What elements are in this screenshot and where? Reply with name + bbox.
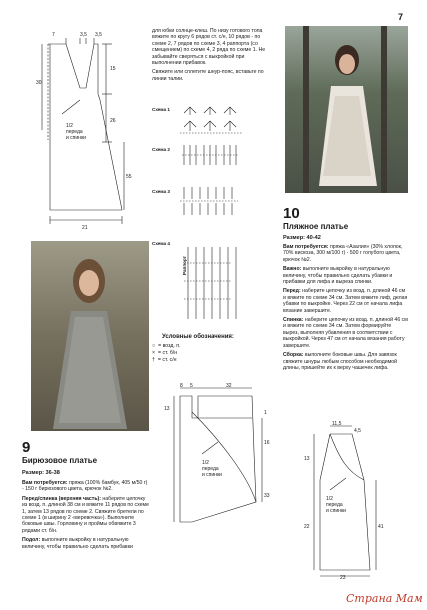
pattern-label-2: переда (202, 466, 219, 472)
legend-text: = ст. с/н (157, 357, 177, 363)
dress10-size: Размер: 40-42 (283, 235, 321, 241)
dim-7: 7 (52, 32, 55, 38)
pattern-label-2: переда (326, 502, 343, 508)
legend-symbol: × (152, 350, 156, 356)
photo-beach-dress-figure (285, 26, 408, 193)
scheme-3-label: Схема 3 (152, 189, 170, 194)
dress9-paragraph (22, 496, 150, 534)
dim-13b: 13 (304, 456, 310, 462)
dress9-body: выполните выкройку в натуральную величину, чтобы правильно сделать прибавки (22, 537, 133, 550)
beach-dress-pattern (300, 420, 410, 580)
dim-41: 41 (378, 524, 384, 530)
dress10-body: выполните боковые швы. Для завязок свяжите шнуры любым способом необходимой длины, пришейте их к верху чашечек лифа. (283, 352, 398, 371)
dress9-paragraph (22, 480, 150, 493)
pattern-label-3: и спинки (326, 508, 346, 514)
pattern-label-1: 1/2 (326, 496, 333, 502)
page-number: 7 (398, 12, 404, 22)
dim-30: 30 (36, 80, 42, 86)
dress9-lead: Подол: (22, 537, 41, 544)
dress10-paragraph (283, 317, 408, 349)
scheme-2-label: Схема 2 (152, 147, 170, 152)
schemes (152, 105, 262, 330)
pattern-label-2: переда (66, 129, 83, 135)
scheme-1-label: Схема 1 (152, 107, 170, 112)
legend-text: = ст. б/н (158, 350, 178, 356)
scheme-1-diagram (180, 105, 250, 137)
photo-turquoise-dress-figure (31, 241, 149, 431)
dress9-pattern (36, 30, 148, 230)
dim-16: 16 (264, 440, 270, 446)
dress9-lead: Вам потребуется: (22, 480, 68, 486)
dress10-section (283, 206, 408, 374)
dim-1: 1 (264, 410, 267, 416)
dress9-body: пряжа (100% бамбук, 405 м/50 г) - 150 г бирюзового цвета, крючок №2. (22, 480, 148, 493)
dress10-body: наберите цепочку из возд. п. длиной 46 см и вяжите по схеме 34 см. Затем вяжите лиф, делая убавки по выкройке. Через 22 см от начала лифа вязание завершите. (283, 288, 408, 314)
dim-21: 21 (82, 225, 88, 230)
dress10-body: наберите цепочку из возд. п. длиной 46 см и вяжите по схеме 34 см. Затем формируйте вырез, выполняя убавления в соответствии с выкройкой. Через 47 см от начала вязания работу завершите. (283, 317, 408, 349)
top-paragraph: Свяжите или сплетите шнур-пояс, вставьте по линии талии. (152, 69, 264, 82)
dress10-paragraph (283, 244, 408, 263)
dress10-body: пряжа «Азалия» (30% хлопок, 70% вискоза, 300 м/100 г) - 500 г голубого цвета, крючок №2. (283, 244, 403, 263)
dress9-size: Размер: 36-38 (22, 470, 60, 476)
legend-item (152, 357, 262, 364)
legend-title: Условные обозначения: (162, 334, 234, 340)
rapport-label: Раппорт (182, 256, 187, 275)
legend-symbol: † (152, 357, 155, 363)
scheme-4-label: Схема 4 (152, 241, 170, 246)
dim-8: 8 (180, 383, 183, 389)
dim-4-5: 4,5 (354, 428, 361, 434)
photo-turquoise-dress (31, 241, 149, 431)
legend (152, 334, 262, 364)
skirt-pattern (152, 382, 280, 532)
dim-26: 26 (110, 118, 116, 124)
dress9-number: 9 (22, 439, 31, 456)
pattern-label-1: 1/2 (66, 123, 73, 129)
dress10-body: выполните выкройку в натуральную величину, чтобы правильно сделать убавки и прибавки для лифа и выреза спинки. (283, 266, 393, 286)
dress10-number: 10 (283, 205, 300, 222)
dim-32: 32 (226, 383, 232, 389)
pattern-label-1: 1/2 (202, 460, 209, 466)
scheme-4-diagram (180, 243, 260, 323)
watermark: Страна Мам (346, 592, 423, 605)
legend-item (152, 350, 262, 357)
dim-13: 13 (164, 406, 170, 412)
dress10-lead: Перед: (283, 288, 301, 295)
top-paragraph: для юбки солнце-клеш. По низу готового топа вяжите по кругу 6 рядов ст. с/н, 10 рядов - по схеме 2, 7 рядов по схеме 3, 4 раппорта (со смещением) по схеме 4, 2 ряда по схеме 1. Не забывайте сверяться с выкройкой при выполнении прибавок. (152, 28, 266, 67)
pattern-label-3: и спинки (202, 472, 222, 478)
dim-3-5: 3,5 (80, 32, 87, 38)
dress10-lead: Сборка: (283, 352, 304, 359)
dress10-paragraph (283, 288, 408, 314)
dress9-lead: Перед/спинка (верхняя часть): (22, 495, 101, 502)
scheme-2-diagram (180, 143, 250, 169)
legend-text: = возд. п. (158, 343, 181, 349)
dress10-lead: Вам потребуется: (283, 244, 329, 250)
dress9-section (22, 440, 150, 553)
dress9-paragraph (22, 537, 150, 550)
scheme-3-diagram (180, 185, 250, 217)
dim-33: 33 (264, 493, 270, 499)
dress10-paragraph (283, 266, 408, 285)
photo-beach-dress (285, 26, 408, 193)
dim-3-5b: 3,5 (95, 32, 102, 38)
dress10-paragraph (283, 352, 408, 371)
dim-15: 15 (110, 66, 116, 72)
dim-23: 23 (340, 575, 346, 580)
dress9-body: наберите цепочку из возд. п. длиной 38 см и вяжите 11 рядов по схеме 1, затем 13 рядов по схеме 2. Свяжите бретели по схеме 1 (в ширину 2 «веревочка»). Выполните боковые швы. Горловину и проймы обвяжите 3 рядами ст. б/н. (22, 495, 149, 534)
dress9-title: Бирюзовое платье (22, 456, 98, 465)
legend-item (152, 343, 262, 350)
dim-5: 5 (190, 383, 193, 389)
dim-22: 22 (304, 524, 310, 530)
dim-11-5: 11,5 (332, 421, 342, 427)
dress10-lead: Спинка: (283, 317, 304, 324)
dress10-lead: Важно: (283, 266, 302, 273)
pattern-label-3: и спинки (66, 135, 86, 141)
legend-symbol: ○ (152, 343, 156, 349)
dim-55: 55 (126, 174, 132, 180)
dress10-title: Пляжное платье (283, 222, 349, 231)
top-text (152, 28, 274, 85)
